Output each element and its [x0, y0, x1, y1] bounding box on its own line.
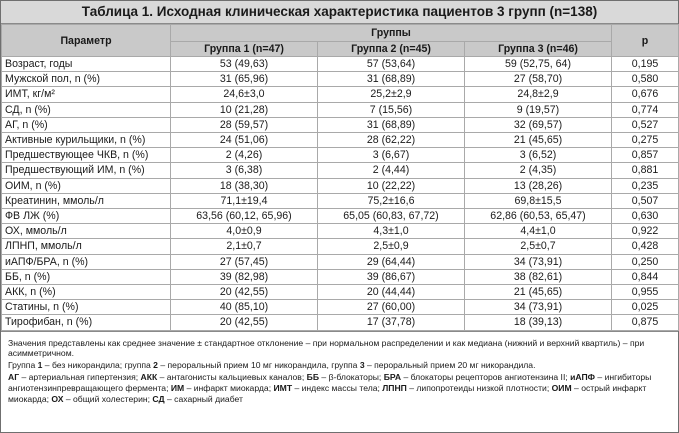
cell-group-3: 34 (73,91) [465, 300, 612, 315]
notes-text: – сахарный диабет [164, 393, 243, 404]
notes-abbr-term: 2 [153, 360, 158, 371]
table-row [2, 87, 679, 102]
table-row [2, 57, 679, 72]
cell-group-1: 31 (65,96) [171, 72, 318, 87]
cell-group-2: 17 (37,78) [318, 315, 465, 330]
cell-group-3: 2,5±0,7 [465, 239, 612, 254]
notes-text: – пероральный прием 20 мг никорандила. [364, 360, 536, 371]
notes-text: – инфаркт миокарда; [184, 382, 274, 393]
cell-param: Возраст, годы [2, 57, 171, 72]
cell-group-3: 4,4±1,0 [465, 224, 612, 239]
table-row [2, 178, 679, 193]
notes-abbr-term: ББ [306, 372, 320, 383]
cell-group-3: 38 (82,61) [465, 269, 612, 284]
notes-text: – общий холестерин; [63, 393, 153, 404]
cell-group-3: 69,8±15,5 [465, 193, 612, 208]
table-notes [1, 331, 678, 405]
cell-param: ИМТ, кг/м² [2, 87, 171, 102]
cell-group-2: 75,2±16,6 [318, 193, 465, 208]
table-body [2, 57, 679, 331]
cell-p-value: 0,630 [612, 209, 679, 224]
cell-p-value: 0,025 [612, 300, 679, 315]
table-row [2, 117, 679, 132]
cell-p-value: 0,875 [612, 315, 679, 330]
cell-group-1: 53 (49,63) [171, 57, 318, 72]
cell-group-3: 18 (39,13) [465, 315, 612, 330]
table-title: Таблица 1. Исходная клиническая характеристика пациентов 3 групп (n=138) [1, 1, 678, 24]
notes-abbreviations [8, 372, 671, 404]
cell-group-1: 2 (4,26) [171, 148, 318, 163]
notes-text: – блокаторы рецепторов ангиотензина II; [401, 372, 571, 383]
notes-text: – пероральный прием 10 мг никорандила, группа [157, 360, 360, 371]
cell-param: ОИМ, n (%) [2, 178, 171, 193]
table-row [2, 102, 679, 117]
cell-param: ФВ ЛЖ (%) [2, 209, 171, 224]
cell-group-1: 2,1±0,7 [171, 239, 318, 254]
notes-text: – липопротеиды низкой плотности; [406, 382, 552, 393]
table-row [2, 254, 679, 269]
cell-group-3: 2 (4,35) [465, 163, 612, 178]
cell-group-1: 10 (21,28) [171, 102, 318, 117]
table-row [2, 300, 679, 315]
cell-param: СД, n (%) [2, 102, 171, 117]
cell-group-1: 24,6±3,0 [171, 87, 318, 102]
notes-text: – антагонисты кальциевых каналов; [157, 372, 307, 383]
header-group-2: Группа 2 (n=45) [318, 42, 465, 57]
cell-group-2: 27 (60,00) [318, 300, 465, 315]
cell-group-3: 62,86 (60,53, 65,47) [465, 209, 612, 224]
cell-group-2: 28 (62,22) [318, 133, 465, 148]
cell-group-2: 20 (44,44) [318, 285, 465, 300]
cell-group-2: 31 (68,89) [318, 117, 465, 132]
cell-p-value: 0,857 [612, 148, 679, 163]
cell-p-value: 0,676 [612, 87, 679, 102]
cell-group-3: 59 (52,75, 64) [465, 57, 612, 72]
cell-param: ЛПНП, ммоль/л [2, 239, 171, 254]
notes-abbr-term: 1 [37, 360, 43, 371]
table-row [2, 315, 679, 330]
cell-group-3: 3 (6,52) [465, 148, 612, 163]
cell-param: иАПФ/БРА, n (%) [2, 254, 171, 269]
cell-group-3: 21 (45,65) [465, 285, 612, 300]
cell-param: Тирофибан, n (%) [2, 315, 171, 330]
cell-p-value: 0,235 [612, 178, 679, 193]
table-row [2, 72, 679, 87]
notes-text: – артериальная гипертензия; [19, 372, 141, 383]
table-row [2, 163, 679, 178]
header-p: p [612, 25, 679, 57]
header-group-3: Группа 3 (n=46) [465, 42, 612, 57]
cell-p-value: 0,922 [612, 224, 679, 239]
cell-param: ОХ, ммоль/л [2, 224, 171, 239]
notes-abbr-term: ОХ [51, 393, 64, 404]
notes-abbr-term: БРА [383, 372, 402, 383]
cell-group-2: 65,05 (60,83, 67,72) [318, 209, 465, 224]
cell-group-3: 27 (58,70) [465, 72, 612, 87]
notes-abbr-term: иАПФ [570, 372, 596, 383]
cell-param: ББ, n (%) [2, 269, 171, 284]
header-group-1: Группа 1 (n=47) [171, 42, 318, 57]
cell-param: Статины, n (%) [2, 300, 171, 315]
cell-p-value: 0,250 [612, 254, 679, 269]
cell-group-2: 29 (64,44) [318, 254, 465, 269]
cell-p-value: 0,955 [612, 285, 679, 300]
notes-text: – индекс массы тела; [292, 382, 383, 393]
cell-p-value: 0,881 [612, 163, 679, 178]
notes-text: – без никорандила; группа [42, 360, 154, 371]
notes-text: Группа [8, 360, 38, 371]
notes-text: – β-блокаторы; [319, 372, 384, 383]
cell-group-1: 20 (42,55) [171, 285, 318, 300]
cell-group-3: 13 (28,26) [465, 178, 612, 193]
cell-group-1: 39 (82,98) [171, 269, 318, 284]
cell-group-2: 3 (6,67) [318, 148, 465, 163]
cell-p-value: 0,195 [612, 57, 679, 72]
table-row [2, 193, 679, 208]
notes-abbr-term: ИМ [170, 382, 185, 393]
cell-group-1: 3 (6,38) [171, 163, 318, 178]
cell-group-2: 10 (22,22) [318, 178, 465, 193]
cell-group-2: 31 (68,89) [318, 72, 465, 87]
notes-abbr-term: ИМТ [273, 382, 293, 393]
notes-text: – острый инфаркт миокарда; [8, 382, 647, 404]
header-param: Параметр [2, 25, 171, 57]
cell-group-1: 24 (51,06) [171, 133, 318, 148]
notes-abbr-term: ОИМ [551, 382, 572, 393]
cell-group-1: 18 (38,30) [171, 178, 318, 193]
notes-text: – ингибиторы ангиотензинпревращающего фермента; [8, 372, 652, 393]
table-row [2, 224, 679, 239]
notes-groups [8, 360, 671, 371]
cell-param: Креатинин, ммоль/л [2, 193, 171, 208]
cell-param: АГ, n (%) [2, 117, 171, 132]
cell-group-2: 7 (15,56) [318, 102, 465, 117]
cell-group-2: 2,5±0,9 [318, 239, 465, 254]
cell-p-value: 0,428 [612, 239, 679, 254]
cell-group-1: 27 (57,45) [171, 254, 318, 269]
cell-p-value: 0,275 [612, 133, 679, 148]
cell-group-3: 9 (19,57) [465, 102, 612, 117]
cell-group-1: 40 (85,10) [171, 300, 318, 315]
table-row [2, 269, 679, 284]
cell-p-value: 0,774 [612, 102, 679, 117]
clinical-table [1, 24, 679, 331]
cell-group-2: 25,2±2,9 [318, 87, 465, 102]
cell-group-3: 21 (45,65) [465, 133, 612, 148]
cell-group-2: 39 (86,67) [318, 269, 465, 284]
notes-abbr-term: АКК [140, 372, 158, 383]
notes-values-description: Значения представлены как среднее значение ± стандартное отклонение – при нормальном распределении и как медиана (нижний и верхний квартиль) – при асимметричном. [8, 337, 645, 359]
cell-param: Предшествующее ЧКВ, n (%) [2, 148, 171, 163]
cell-group-2: 2 (4,44) [318, 163, 465, 178]
cell-group-2: 4,3±1,0 [318, 224, 465, 239]
cell-p-value: 0,527 [612, 117, 679, 132]
cell-group-1: 4,0±0,9 [171, 224, 318, 239]
table-row [2, 285, 679, 300]
table-row [2, 239, 679, 254]
table-row [2, 148, 679, 163]
header-groups: Группы [171, 25, 612, 42]
cell-p-value: 0,844 [612, 269, 679, 284]
cell-p-value: 0,580 [612, 72, 679, 87]
cell-group-1: 63,56 (60,12, 65,96) [171, 209, 318, 224]
cell-param: АКК, n (%) [2, 285, 171, 300]
table-row [2, 209, 679, 224]
notes-abbr-term: АГ [8, 372, 20, 383]
notes-abbr-term: ЛПНП [382, 382, 407, 393]
cell-group-3: 24,8±2,9 [465, 87, 612, 102]
cell-group-1: 71,1±19,4 [171, 193, 318, 208]
cell-group-3: 34 (73,91) [465, 254, 612, 269]
cell-group-1: 28 (59,57) [171, 117, 318, 132]
notes-abbr-term: 3 [359, 360, 365, 371]
cell-param: Предшествующий ИМ, n (%) [2, 163, 171, 178]
cell-group-3: 32 (69,57) [465, 117, 612, 132]
cell-param: Мужской пол, n (%) [2, 72, 171, 87]
cell-group-1: 20 (42,55) [171, 315, 318, 330]
cell-group-2: 57 (53,64) [318, 57, 465, 72]
notes-abbr-term: СД [152, 393, 165, 404]
cell-p-value: 0,507 [612, 193, 679, 208]
cell-param: Активные курильщики, n (%) [2, 133, 171, 148]
table-row [2, 133, 679, 148]
